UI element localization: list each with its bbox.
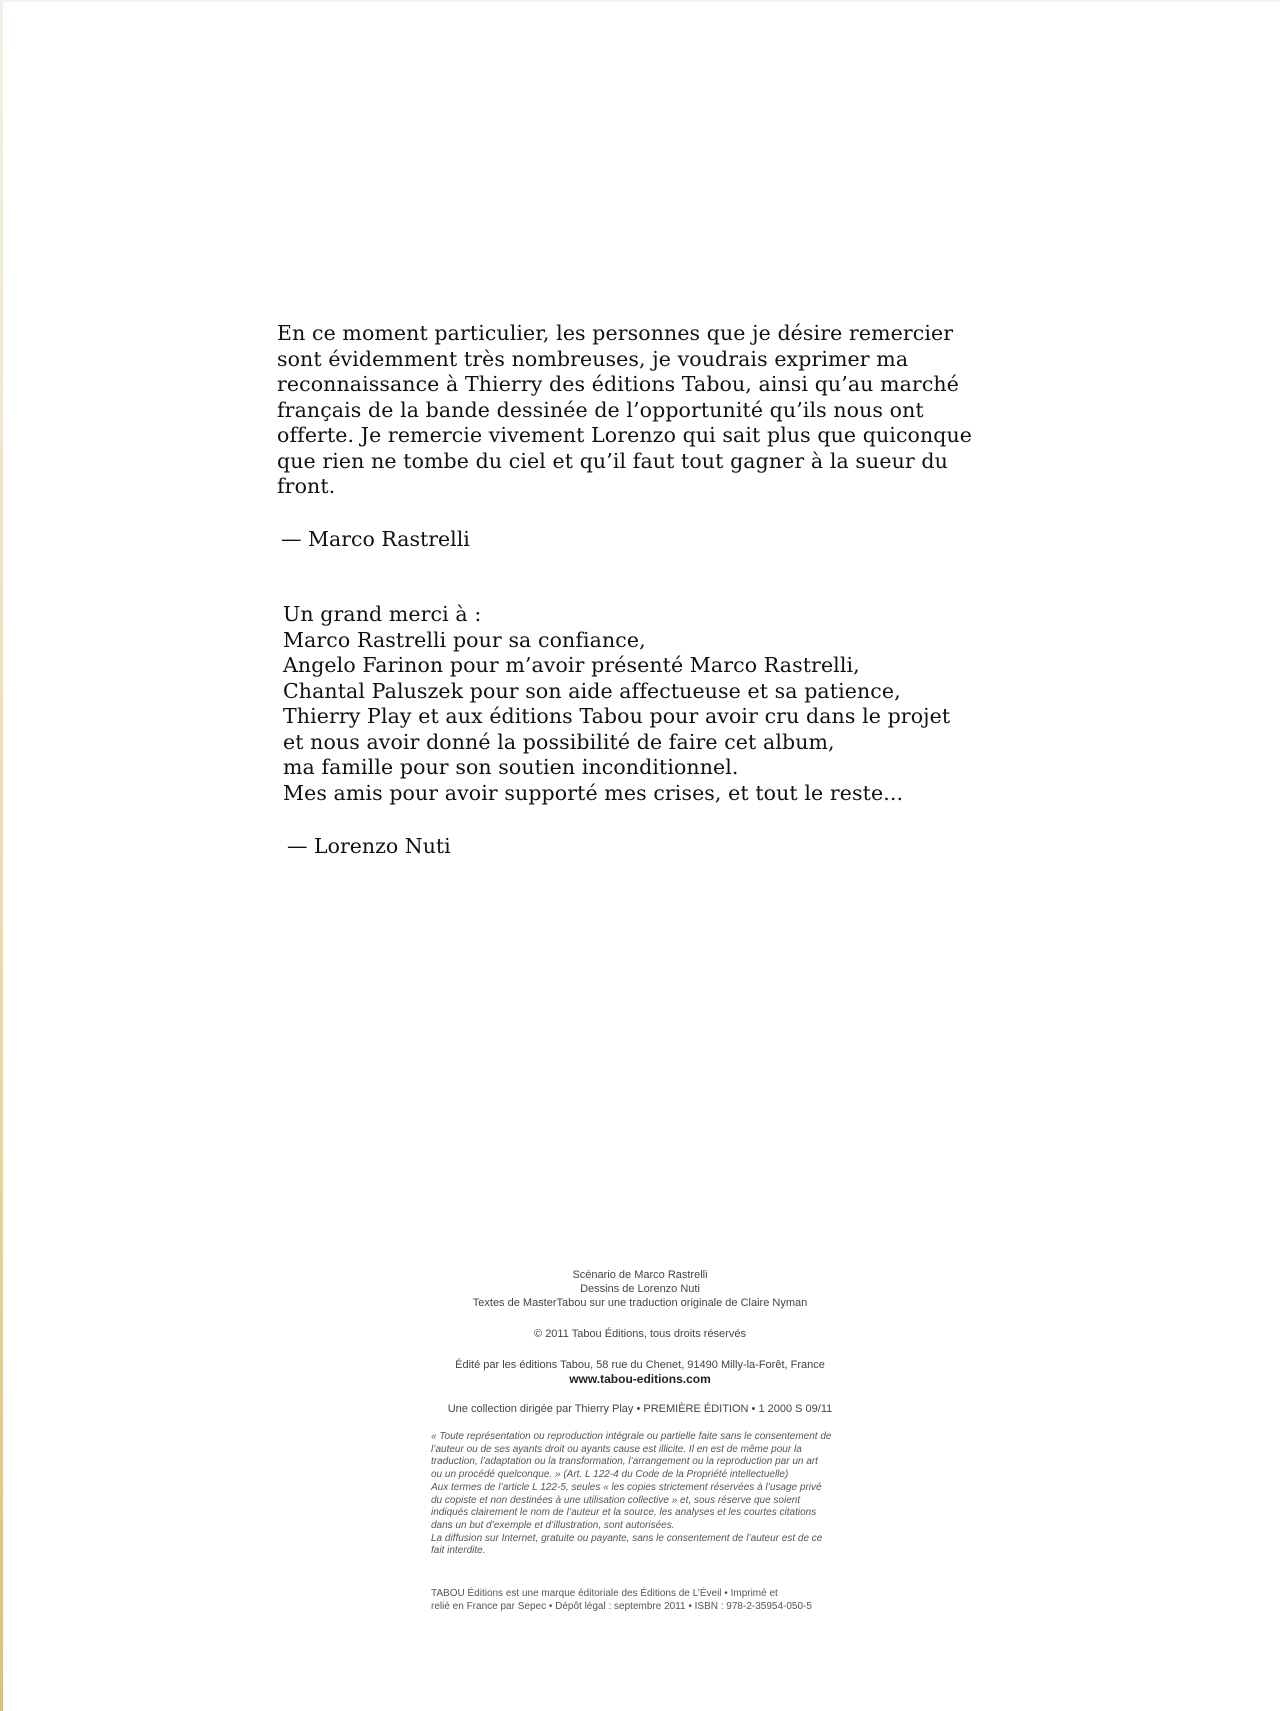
top-shade: [0, 0, 1280, 2]
text-line: front.: [277, 474, 336, 498]
legal-line: La diffusion sur Internet, gratuite ou payante, sans le consentement de l’auteur est de ce: [431, 1532, 823, 1544]
text-line: Mes amis pour avoir supporté mes crises, et tout le reste...: [283, 780, 904, 805]
credit-line: Dessins de Lorenzo Nuti: [580, 1283, 700, 1295]
publisher-website: www.tabou-editions.com: [569, 1372, 711, 1386]
legal-line: fait interdite.: [431, 1545, 486, 1557]
legal-line: Aux termes de l’article L 122-5, seules « les copies strictement réservées à l’usage privé: [431, 1481, 822, 1493]
legal-notice: [431, 1431, 862, 1558]
text-line: En ce moment particulier, les personnes que je désire remercier: [277, 321, 954, 345]
nuti-acknowledgement: [283, 602, 1043, 806]
text-line: Thierry Play et aux éditions Tabou pour avoir cru dans le projet: [283, 704, 951, 728]
credits: [420, 1268, 860, 1310]
legal-line: indiqués clairement le nom de l’auteur et la source, les analyses et les courtes citations: [431, 1507, 817, 1519]
text-line: offerte. Je remercie vivement Lorenzo qui sait plus que quiconque: [277, 423, 973, 447]
rastrelli-signature: — Marco Rastrelli: [281, 527, 470, 551]
text-line: Angelo Farinon pour m’avoir présenté Marco Rastrelli,: [283, 653, 860, 677]
legal-line: « Toute représentation ou reproduction intégrale ou partielle faite sans le consentement de: [431, 1431, 832, 1442]
text-line: ma famille pour son soutien inconditionnel.: [283, 755, 739, 779]
legal-line: traduction, l’adaptation ou la transformation, l’arrangement ou la reproduction par un art: [431, 1456, 818, 1468]
legal-line: l’auteur ou de ses ayants droit ou ayants cause est illicite. Il en est de même pour la: [431, 1443, 802, 1455]
nuti-signature: — Lorenzo Nuti: [287, 834, 451, 858]
text-line: Chantal Paluszek pour son aide affectueuse et sa patience,: [283, 678, 901, 703]
text-line: Marco Rastrelli pour sa confiance,: [283, 627, 646, 652]
imprint-line: TABOU Éditions est une marque éditoriale des Éditions de L’Éveil • Imprimé et: [431, 1588, 778, 1599]
text-line: reconnaissance à Thierry des éditions Tabou, ainsi qu’au marché: [277, 372, 959, 396]
copyright-notice: © 2011 Tabou Éditions, tous droits réservés: [534, 1328, 746, 1340]
imprint: [431, 1587, 862, 1613]
legal-line: dans un but d’exemple et d’illustration, sont autorisées.: [431, 1519, 675, 1531]
imprint-line: relié en France par Sepec • Dépôt légal : septembre 2011 • ISBN : 978-2-35954-050-5: [431, 1601, 812, 1612]
text-line: et nous avoir donné la possibilité de faire cet album,: [283, 729, 835, 754]
publisher-address: Édité par les éditions Tabou, 58 rue du Chenet, 91490 Milly-la-Forêt, France: [455, 1359, 825, 1371]
credit-line: Scénario de Marco Rastrelli: [572, 1269, 708, 1281]
nuti-paragraph: [283, 602, 1043, 806]
page-edge: [0, 0, 3, 1711]
text-line: sont évidemment très nombreuses, je voudrais exprimer ma: [277, 346, 909, 371]
legal-line: du copiste et non destinées à une utilisation collective » et, sous réserve que soient: [431, 1494, 801, 1506]
rastrelli-acknowledgement: [277, 321, 1037, 500]
text-line: Un grand merci à :: [283, 602, 482, 626]
text-line: que rien ne tombe du ciel et qu’il faut tout gagner à la sueur du: [277, 448, 948, 473]
legal-line: ou un procédé quelconque. » (Art. L 122-4 du Code de la Propriété intellectuelle): [431, 1469, 789, 1481]
text-line: français de la bande dessinée de l’opportunité qu’ils nous ont: [277, 397, 924, 422]
collection-line: Une collection dirigée par Thierry Play • PREMIÈRE ÉDITION • 1 2000 S 09/11: [447, 1403, 833, 1415]
rastrelli-paragraph: [277, 321, 1037, 500]
credit-line: Textes de MasterTabou sur une traduction originale de Claire Nyman: [472, 1297, 808, 1309]
